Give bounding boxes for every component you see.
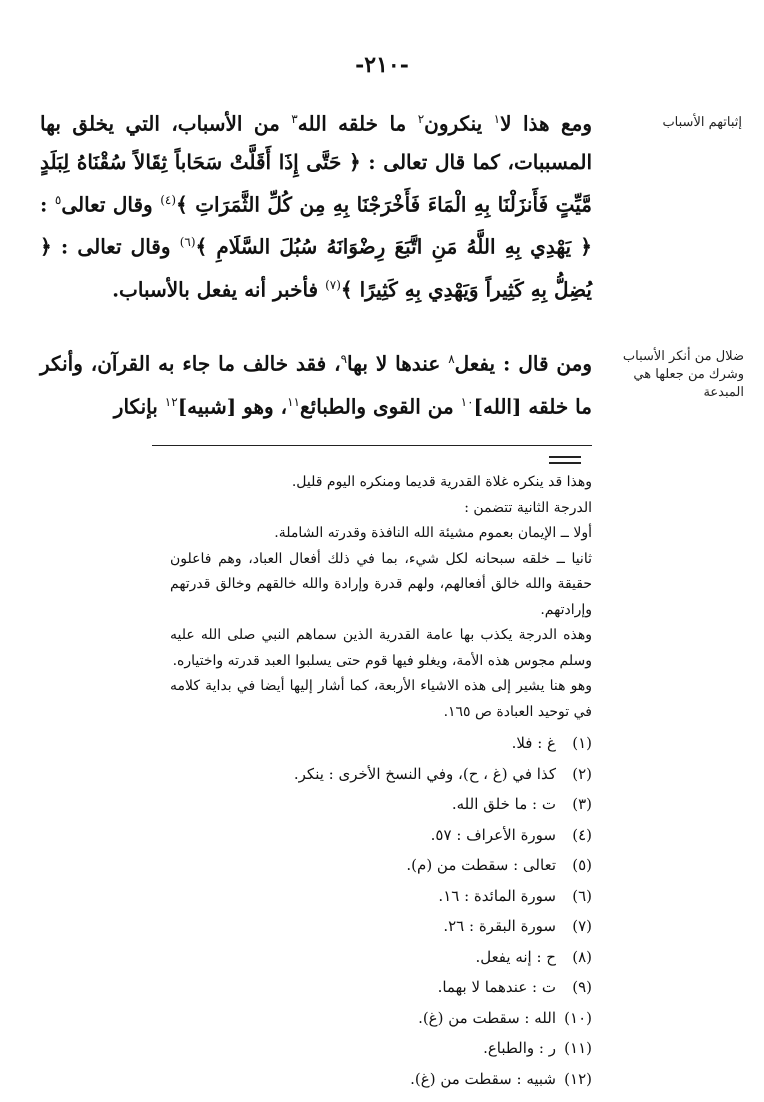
footnote-ref: ٣ (291, 112, 298, 126)
text-segment: من الأسباب، التي يخلق بها المسببات، كما قال تعالى : (40, 111, 593, 174)
footnote-item (200, 789, 592, 820)
quran-verse: ﴿ يَهْدِي بِهِ اللَّهُ مَنِ اتَّبَعَ رِضْوَانَهُ سُبُلَ السَّلَامِ ﴾ (195, 234, 592, 259)
margin-note-misguidance: ضلال من أنكر الأسباب وشرك من جعلها هي المبدعة (622, 349, 744, 400)
commentary-line: الدرجة الثانية تتضمن : (464, 499, 592, 516)
footnote-number: (٣) (572, 795, 592, 814)
footnote-item (200, 881, 592, 912)
text-segment: فأخبر أنه يفعل بالأسباب. (112, 277, 326, 302)
divider-mark (549, 456, 581, 464)
footnote-number: (٥) (572, 856, 592, 875)
commentary-line: ثانيا ــ خلقه سبحانه لكل شيء، بما في ذلك أفعال العباد، وهم فاعلون حقيقة والله خالق أفعالهم، ولهم قدرة وإرادة والله خالقهم وخالق قدرتهم وإرادتهم. (170, 550, 592, 618)
text-segment: ومع هذا لا (500, 111, 593, 136)
footnote-text: سورة المائدة : ١٦. (438, 886, 556, 905)
footnote-ref: ١٠ (460, 394, 474, 409)
footnote-number: (٤) (572, 825, 592, 844)
text-segment: من القوى والطبائع (299, 394, 461, 419)
footnote-text: ر : والطباع. (483, 1039, 556, 1058)
footnote-divider (152, 445, 592, 446)
footnote-number: (١٠) (564, 1008, 592, 1027)
footnote-number: (٦) (572, 886, 592, 905)
commentary-line: أولا ــ الإيمان بعموم مشيئة الله النافذة وقدرته الشاملة. (274, 525, 592, 541)
text-segment: ينكرون (424, 111, 494, 136)
footnote-item (200, 942, 592, 973)
footnote-item (200, 759, 592, 790)
footnote-number: (١١) (564, 1039, 592, 1058)
text-segment: ، وهو [شبيه] (177, 394, 288, 419)
footnote-text: تعالى : سقطت من (م). (406, 856, 556, 875)
footnote-list (200, 728, 592, 1094)
page-number: -٢١٠- (355, 52, 409, 78)
text-segment: وقال تعالى : (51, 234, 180, 259)
footnote-text: سورة الأعراف : ٥٧. (430, 825, 556, 844)
footnote-item (200, 972, 592, 1003)
footnote-number: (٧) (572, 917, 592, 936)
commentary-line: وهذا قد ينكره غلاة القدرية قديما ومنكره اليوم قليل. (291, 474, 592, 490)
footnote-ref: ٩ (340, 352, 348, 366)
footnote-item (200, 1064, 592, 1095)
commentary-line: وهو هنا يشير إلى هذه الاشياء الأربعة، كما أشار إليها أيضا في بداية كلامه في توحيد العبادة ص ١٦٥. (170, 678, 592, 720)
footnote-item (200, 728, 592, 759)
footnote-item (200, 820, 592, 851)
text-segment: بإنكار (113, 394, 165, 419)
text-segment: : (40, 192, 55, 217)
footnote-ref: ١٢ (164, 394, 178, 409)
footnote-number: (٨) (572, 947, 592, 966)
quran-verse: ﴿ حَتَّى إِذَا أَقَلَّتْ سَحَاباً ثِقَالاً سُقْنَاهُ لِبَلَدٍ مَّيِّتٍ فَأَنزَلْنَا بِهِ الْمَاءَ فَأَخْرَجْنَا بِهِ مِن كُلِّ الثَّمَرَاتِ ﴾ (40, 149, 592, 217)
footnote-ref: ١ (493, 112, 501, 126)
footnote-text: سورة البقرة : ٢٦. (443, 917, 556, 936)
footnote-text: غ : فلا. (511, 734, 556, 753)
footnote-text: ت : ما خلق الله. (451, 795, 556, 814)
footnote-item (200, 1003, 592, 1034)
footnote-ref: ٢ (417, 112, 425, 126)
text-segment: ، فقد خالف ما جاء به القرآن، وأنكر ما خلقه [الله] (40, 351, 592, 419)
footnote-text: كذا في (غ ، ح)، وفي النسخ الأخرى : ينكر. (293, 764, 556, 783)
quran-verse: ﴿ يُضِلُّ بِهِ كَثِيراً وَيَهْدِي بِهِ كَثِيرًا ﴾ (40, 234, 592, 302)
footnote-text: شبيه : سقطت من (غ). (410, 1069, 556, 1088)
footnote-number: (٢) (572, 764, 592, 783)
footnote-ref: (٧) (325, 277, 341, 292)
footnote-ref: ١١ (287, 394, 300, 409)
text-segment: ومن قال : يفعل (454, 351, 593, 376)
text-segment: وقال تعالى (61, 192, 161, 217)
footnote-number: (١٢) (564, 1069, 592, 1088)
footnote-text: الله : سقطت من (غ). (418, 1008, 556, 1027)
text-segment: ما خلقه الله (297, 111, 418, 136)
footnote-item (200, 1033, 592, 1064)
footnote-number: (٩) (572, 978, 592, 997)
main-paragraph-2 (40, 340, 592, 425)
footnote-ref: ٥ (54, 192, 62, 207)
footnote-text: ح : إنه يفعل. (475, 947, 556, 966)
commentary-line: وهذه الدرجة يكذب بها عامة القدرية الذين سماهم النبي صلى الله عليه وسلم مجوس هذه الأمة، ويغلو فيها قوم حتى يسلبوا العبد قدرته واختياره. (170, 627, 592, 669)
footnote-text: ت : عندهما لا بهما. (437, 978, 556, 997)
footnote-number: (١) (572, 734, 592, 753)
footnote-ref: (٦) (179, 235, 196, 250)
main-paragraph-1 (40, 100, 592, 309)
margin-note-causes: إثباتهم الأسباب (662, 115, 742, 130)
text-segment: عندها لا بها (347, 351, 449, 376)
footnote-ref: (٤) (160, 192, 177, 207)
commentary-block (170, 470, 592, 725)
footnote-ref: ٨ (448, 352, 455, 366)
footnote-item (200, 911, 592, 942)
footnote-item (200, 850, 592, 881)
